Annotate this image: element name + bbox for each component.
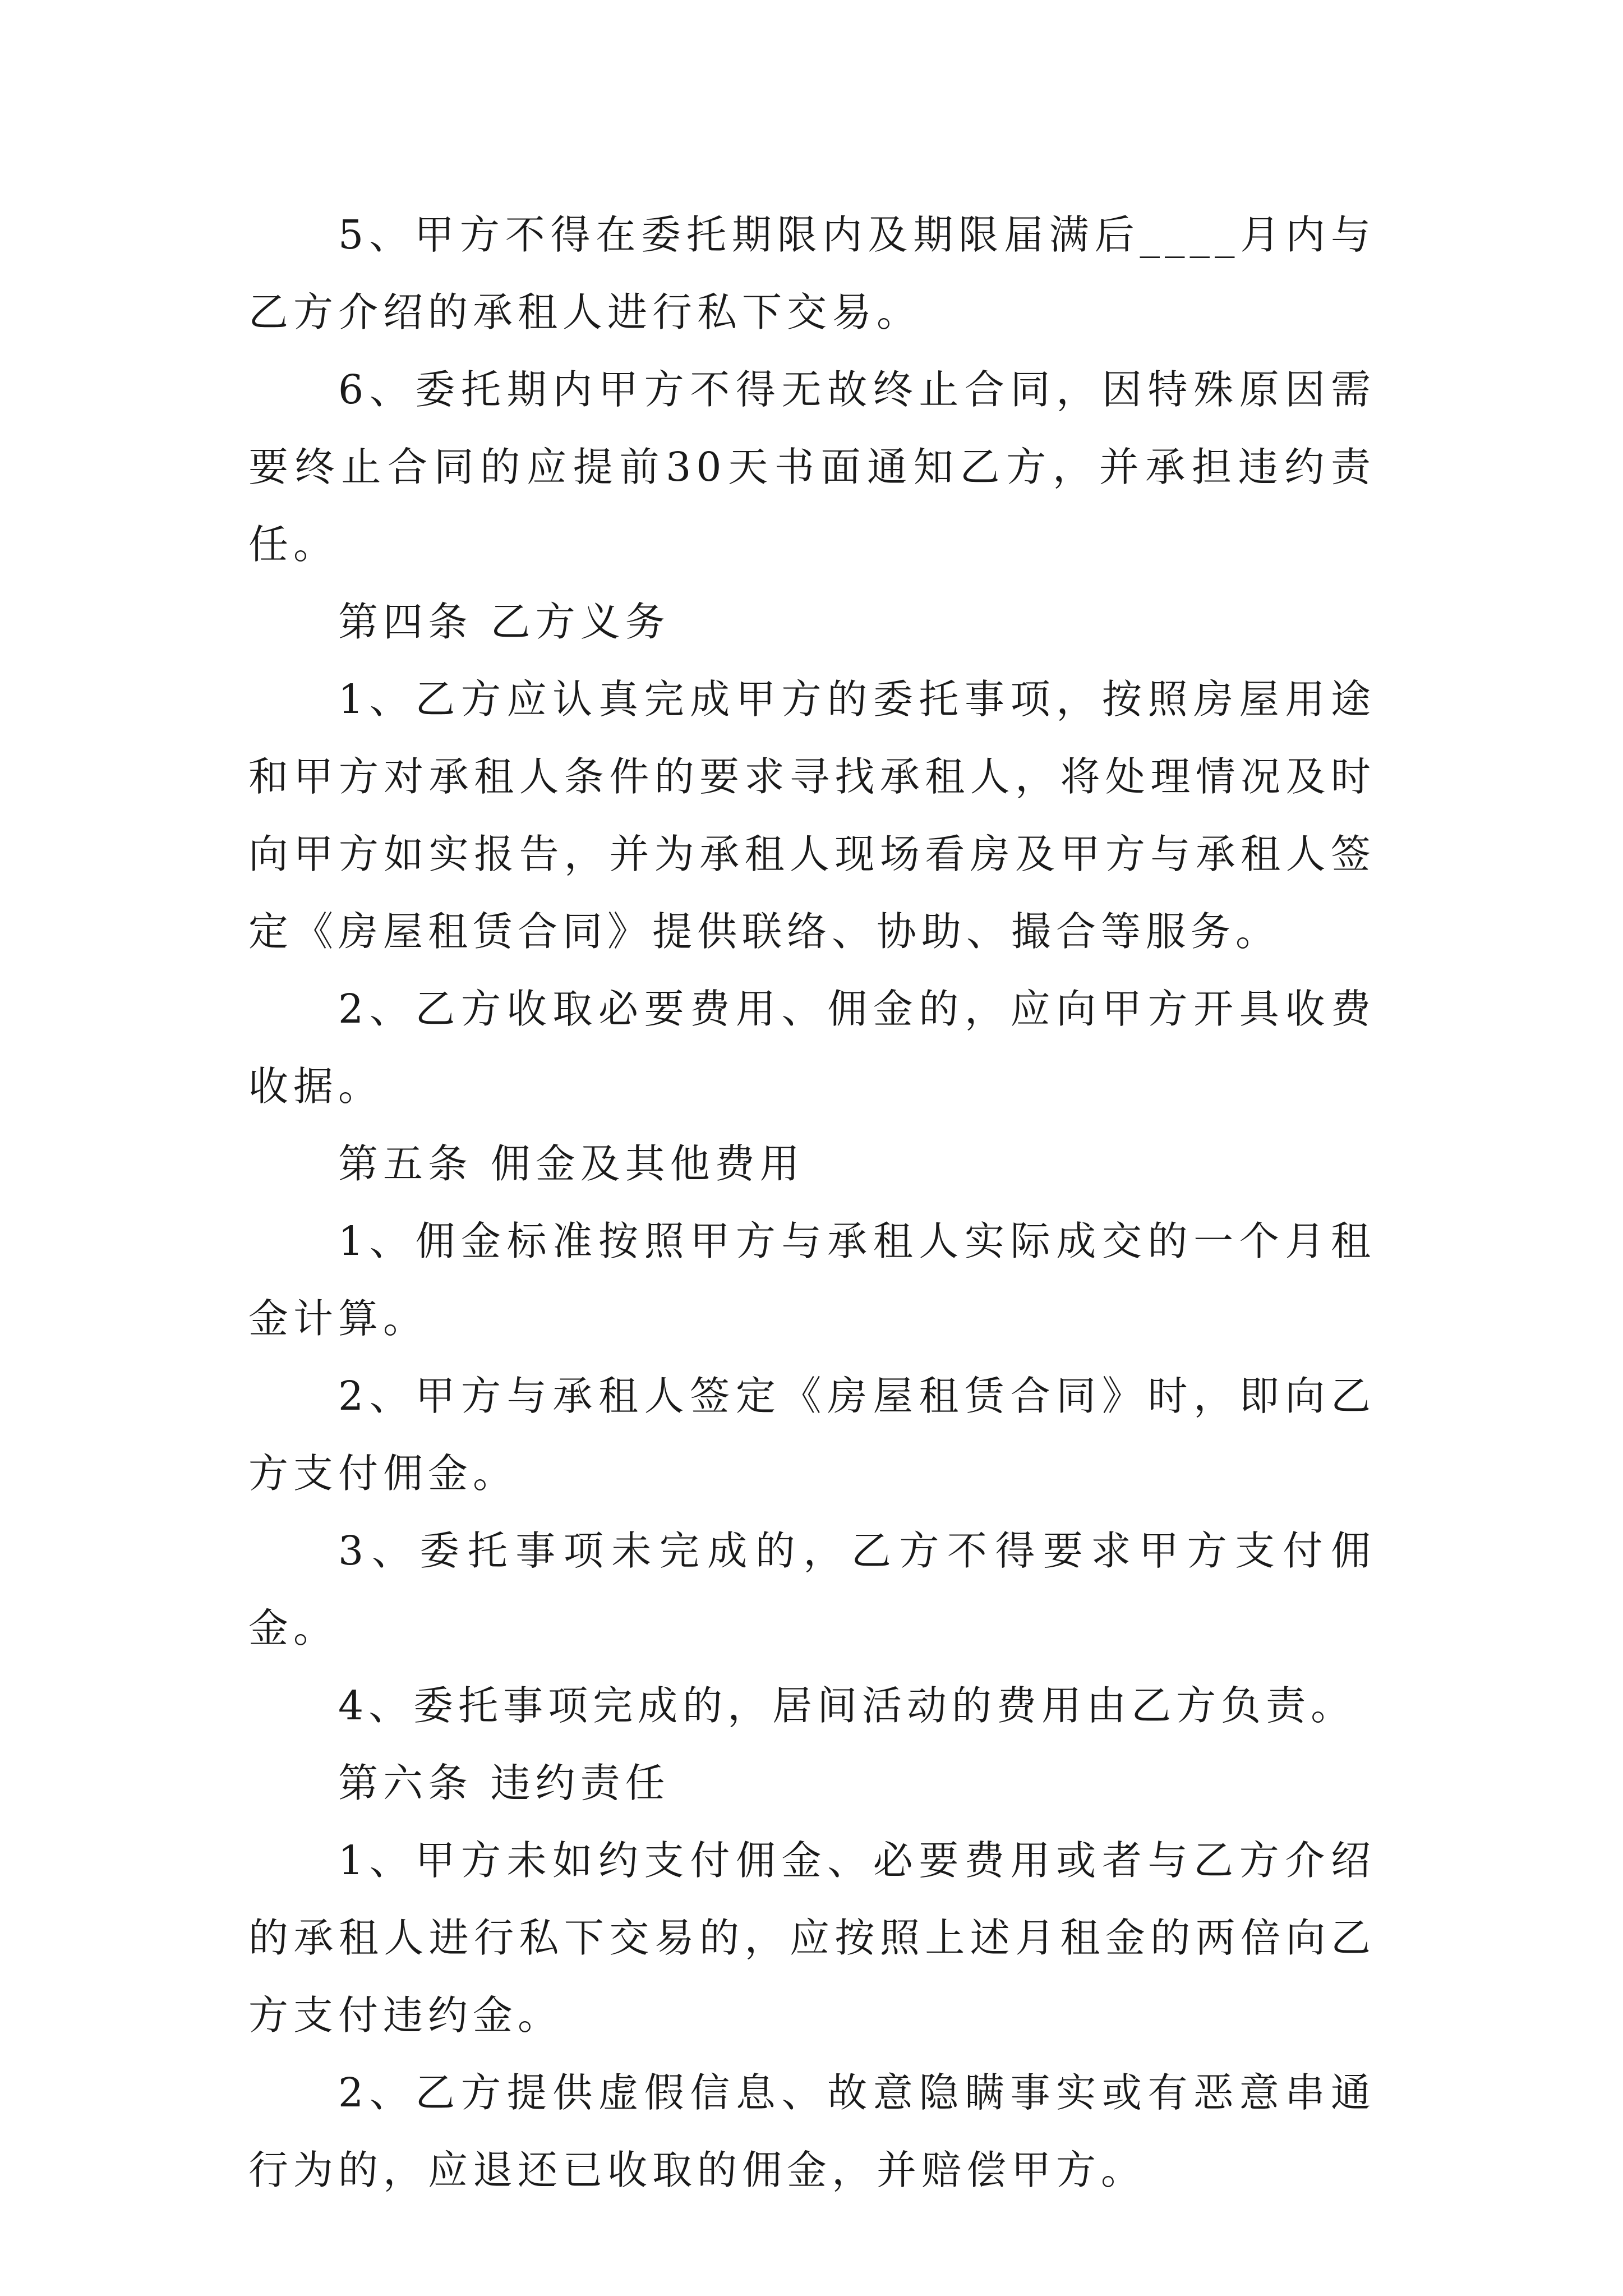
- clause-4-heading: 第四条 乙方义务: [338, 599, 670, 645]
- clause-5-item-3: 3、委托事项未完成的，乙方不得要求甲方支付佣金。: [248, 1527, 1376, 1651]
- clause-6-item-1: 1、甲方未如约支付佣金、必要费用或者与乙方介绍的承租人进行私下交易的，应按照上述月租金的两倍向乙方支付违约金。: [248, 1837, 1376, 2039]
- clause-3-item-6: 6、委托期内甲方不得无故终止合同，因特殊原因需要终止合同的应提前30天书面通知乙方，并承担违约责任。: [248, 366, 1376, 568]
- clause-4-item-2: 2、乙方收取必要费用、佣金的，应向甲方开具收费收据。: [248, 986, 1376, 1110]
- clause-5-item-1: 1、佣金标准按照甲方与承租人实际成交的一个月租金计算。: [248, 1218, 1376, 1342]
- clause-4-item-1: 1、乙方应认真完成甲方的委托事项，按照房屋用途和甲方对承租人条件的要求寻找承租人，将处理情况及时向甲方如实报告，并为承租人现场看房及甲方与承租人签定《房屋租赁合同》提供联络、协助、撮合等服务。: [248, 676, 1376, 955]
- clause-5-item-4: 4、委托事项完成的，居间活动的费用由乙方负责。: [338, 1682, 1356, 1729]
- clause-3-item-5: 5、甲方不得在委托期限内及期限届满后____月内与乙方介绍的承租人进行私下交易。: [248, 211, 1376, 335]
- clause-5-heading: 第五条 佣金及其他费用: [338, 1140, 805, 1187]
- clause-5-item-2: 2、甲方与承租人签定《房屋租赁合同》时，即向乙方支付佣金。: [248, 1373, 1376, 1497]
- clause-6-heading: 第六条 违约责任: [338, 1760, 670, 1806]
- clause-6-item-2: 2、乙方提供虚假信息、故意隐瞒事实或有恶意串通行为的，应退还已收取的佣金，并赔偿甲方。: [248, 2069, 1376, 2193]
- document-body: [248, 196, 1376, 2209]
